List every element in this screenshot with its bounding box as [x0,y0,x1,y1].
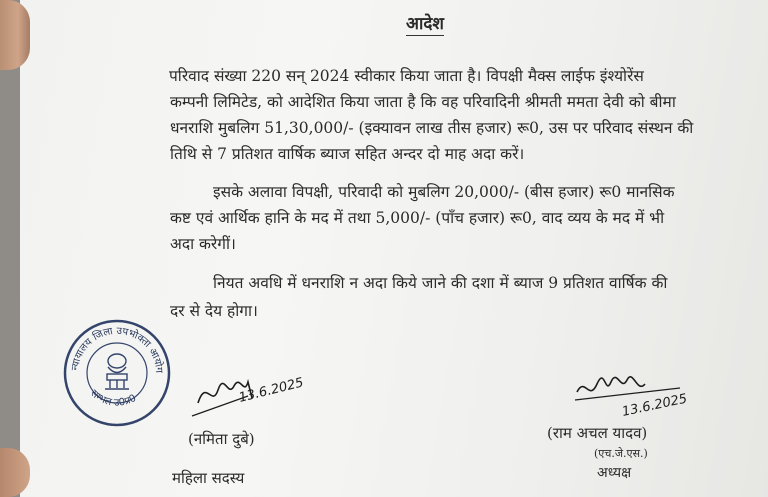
para2-line3: अदा करेगीं। [170,235,236,253]
para3-line1: नियत अवधि में धनराशि न अदा किये जाने की दशा में ब्याज 9 प्रतिशत वार्षिक की [213,274,668,292]
order-document [20,0,768,497]
para2-line2: कष्ट एवं आर्थिक हानि के मद में तथा 5,000/- (पाँच हजार) रू0, वाद व्यय के मद में भी [170,209,665,227]
para1-line1: परिवाद संख्या 220 सन् 2024 स्वीकार किया जाता है। विपक्षी मैक्स लाईफ इंश्योरेंस [169,67,644,85]
right-signatory-qualification: (एच.जे.एस.) [594,447,648,460]
left-signatory-designation: महिला सदस्य [172,469,245,487]
seal-text-bottom: सम्भल उ0प्र0 [88,387,139,409]
court-seal [62,318,172,428]
right-signature [575,374,705,428]
para1-line3: धनराशि मुबलिग 51,30,000/- (इक्यावन लाख तीस हजार) रू0, उस पर परिवाद संस्थन की [170,119,694,137]
right-signatory-designation: अध्यक्ष [597,465,632,481]
document-title: आदेश [406,14,444,34]
right-signatory-name: (राम अचल यादव) [547,424,648,442]
thumb-left-edge [0,0,30,70]
para2-line1: इसके अलावा विपक्षी, परिवादी को मुबलिग 20,000/- (बीस हजार) रू0 मानसिक [213,183,675,201]
left-signature [188,368,308,427]
para1-line4: तिथि से 7 प्रतिशत वार्षिक ब्याज सहित अन्दर दो माह अदा करें। [170,145,525,163]
para3-line2: दर से देय होगा। [170,302,258,320]
emblem-icon [105,354,129,389]
svg-text:13.6.2025: 13.6.2025 [620,391,689,420]
svg-text:13.6.2025: 13.6.2025 [237,375,306,406]
left-signatory-name: (नमिता दुबे) [188,430,255,448]
para1-line2: कम्पनी लिमिटेड, को आदेशित किया जाता है कि वह परिवादिनी श्रीमती ममता देवी को बीमा [170,93,676,111]
seal-text-top: न्यायालय जिला उपभोक्ता आयोग [70,325,165,374]
